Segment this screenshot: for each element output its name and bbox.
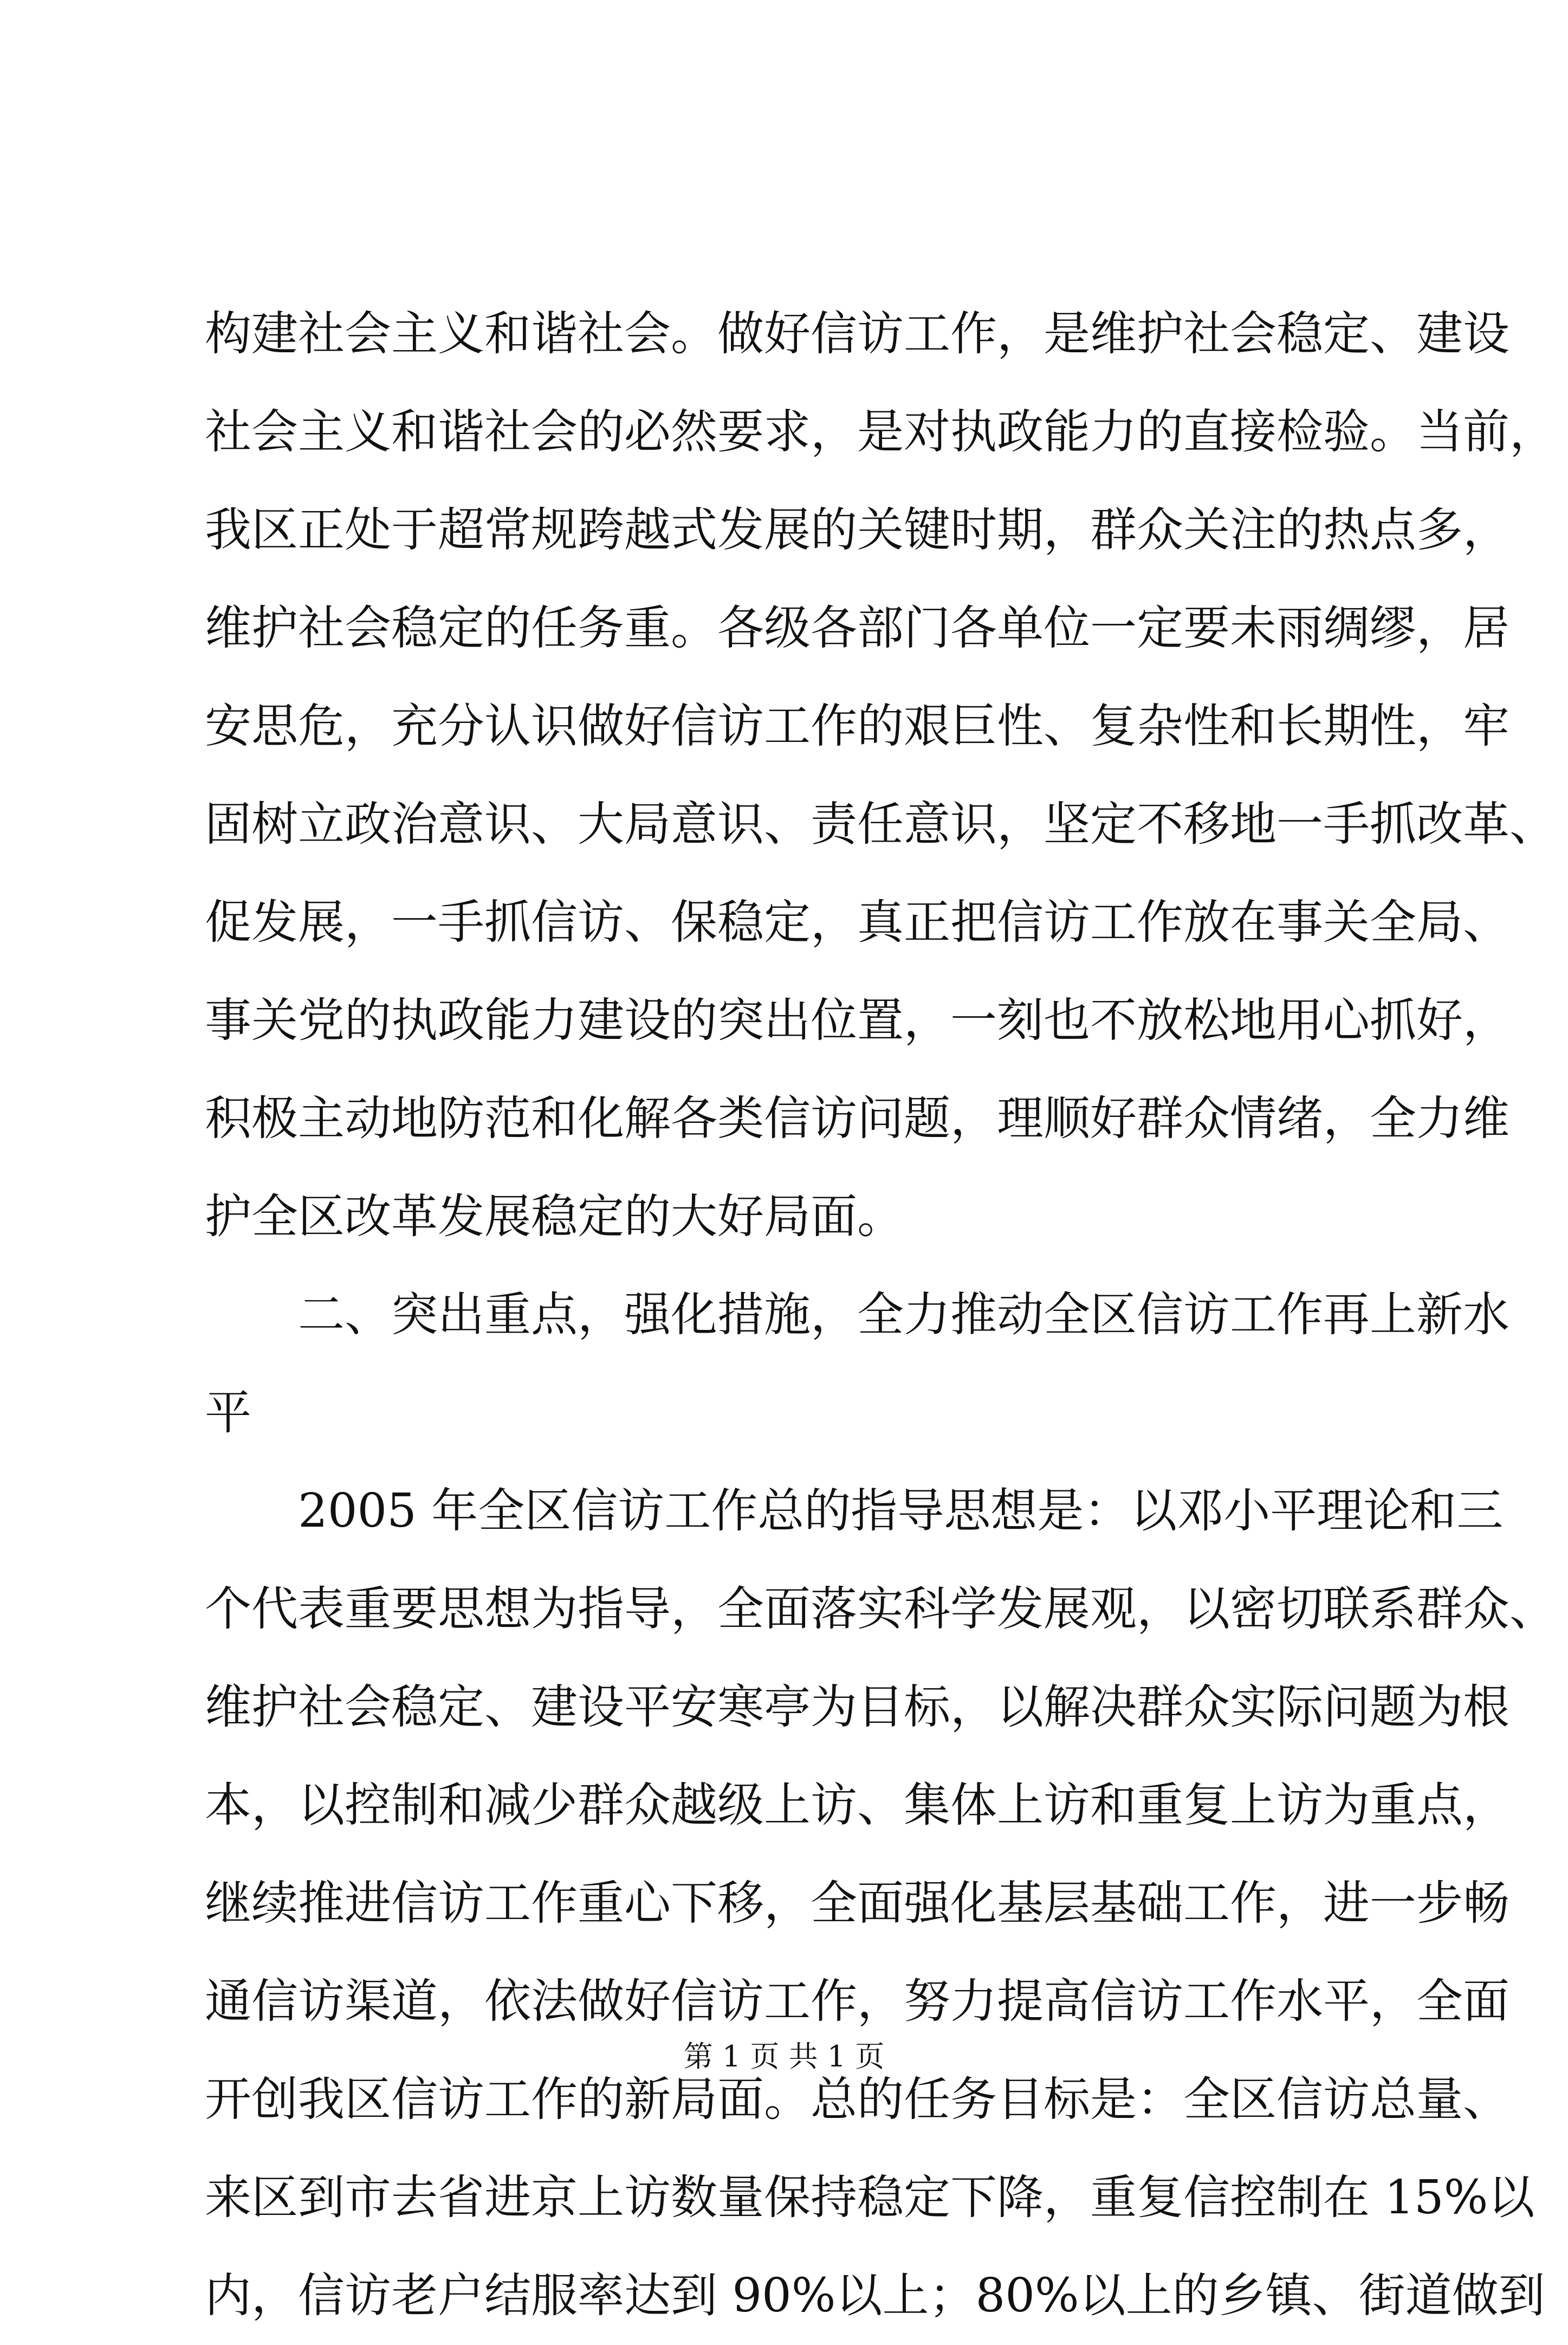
text-line: 安思危，充分认识做好信访工作的艰巨性、复杂性和长期性，牢 bbox=[205, 699, 1509, 753]
text-line: 社会主义和谐社会的必然要求，是对执政能力的直接检验。当前， bbox=[205, 405, 1556, 459]
text-line: 继续推进信访工作重心下移，全面强化基层基础工作，进一步畅 bbox=[205, 1876, 1509, 1930]
text-line: 维护社会稳定、建设平安寒亭为目标，以解决群众实际问题为根 bbox=[205, 1680, 1509, 1734]
text-line: 2005 年全区信访工作总的指导思想是：以邓小平理论和三 bbox=[298, 1484, 1504, 1538]
text-line: 固树立政治意识、大局意识、责任意识，坚定不移地一手抓改革、 bbox=[205, 797, 1556, 851]
text-line: 本，以控制和减少群众越级上访、集体上访和重复上访为重点， bbox=[205, 1778, 1509, 1832]
text-line: 护全区改革发展稳定的大好局面。 bbox=[205, 1190, 904, 1244]
text-line: 个代表重要思想为指导，全面落实科学发展观，以密切联系群众、 bbox=[205, 1582, 1556, 1636]
page-footer: 第 1 页 共 1 页 bbox=[683, 2039, 885, 2073]
text-line: 开创我区信访工作的新局面。总的任务目标是：全区信访总量、 bbox=[205, 2072, 1509, 2127]
text-line: 事关党的执政能力建设的突出位置，一刻也不放松地用心抓好， bbox=[205, 993, 1509, 1048]
document-body bbox=[205, 285, 1556, 2345]
text-line: 平 bbox=[205, 1386, 251, 1440]
text-line: 积极主动地防范和化解各类信访问题，理顺好群众情绪，全力维 bbox=[205, 1091, 1509, 1146]
text-line: 构建社会主义和谐社会。做好信访工作，是维护社会稳定、建设 bbox=[205, 307, 1509, 361]
text-line: 通信访渠道，依法做好信访工作，努力提高信访工作水平，全面 bbox=[205, 1974, 1509, 2029]
text-line: 维护社会稳定的任务重。各级各部门各单位一定要未雨绸缪，居 bbox=[205, 601, 1509, 655]
text-line: 二、突出重点，强化措施，全力推动全区信访工作再上新水 bbox=[298, 1288, 1509, 1342]
text-line: 内，信访老户结服率达到 90%以上；80%以上的乡镇、街道做到 bbox=[205, 2269, 1545, 2323]
text-line: 促发展，一手抓信访、保稳定，真正把信访工作放在事关全局、 bbox=[205, 895, 1509, 949]
text-line: 来区到市去省进京上访数量保持稳定下降，重复信控制在 15%以 bbox=[205, 2170, 1535, 2225]
text-line: 我区正处于超常规跨越式发展的关键时期，群众关注的热点多， bbox=[205, 503, 1509, 557]
